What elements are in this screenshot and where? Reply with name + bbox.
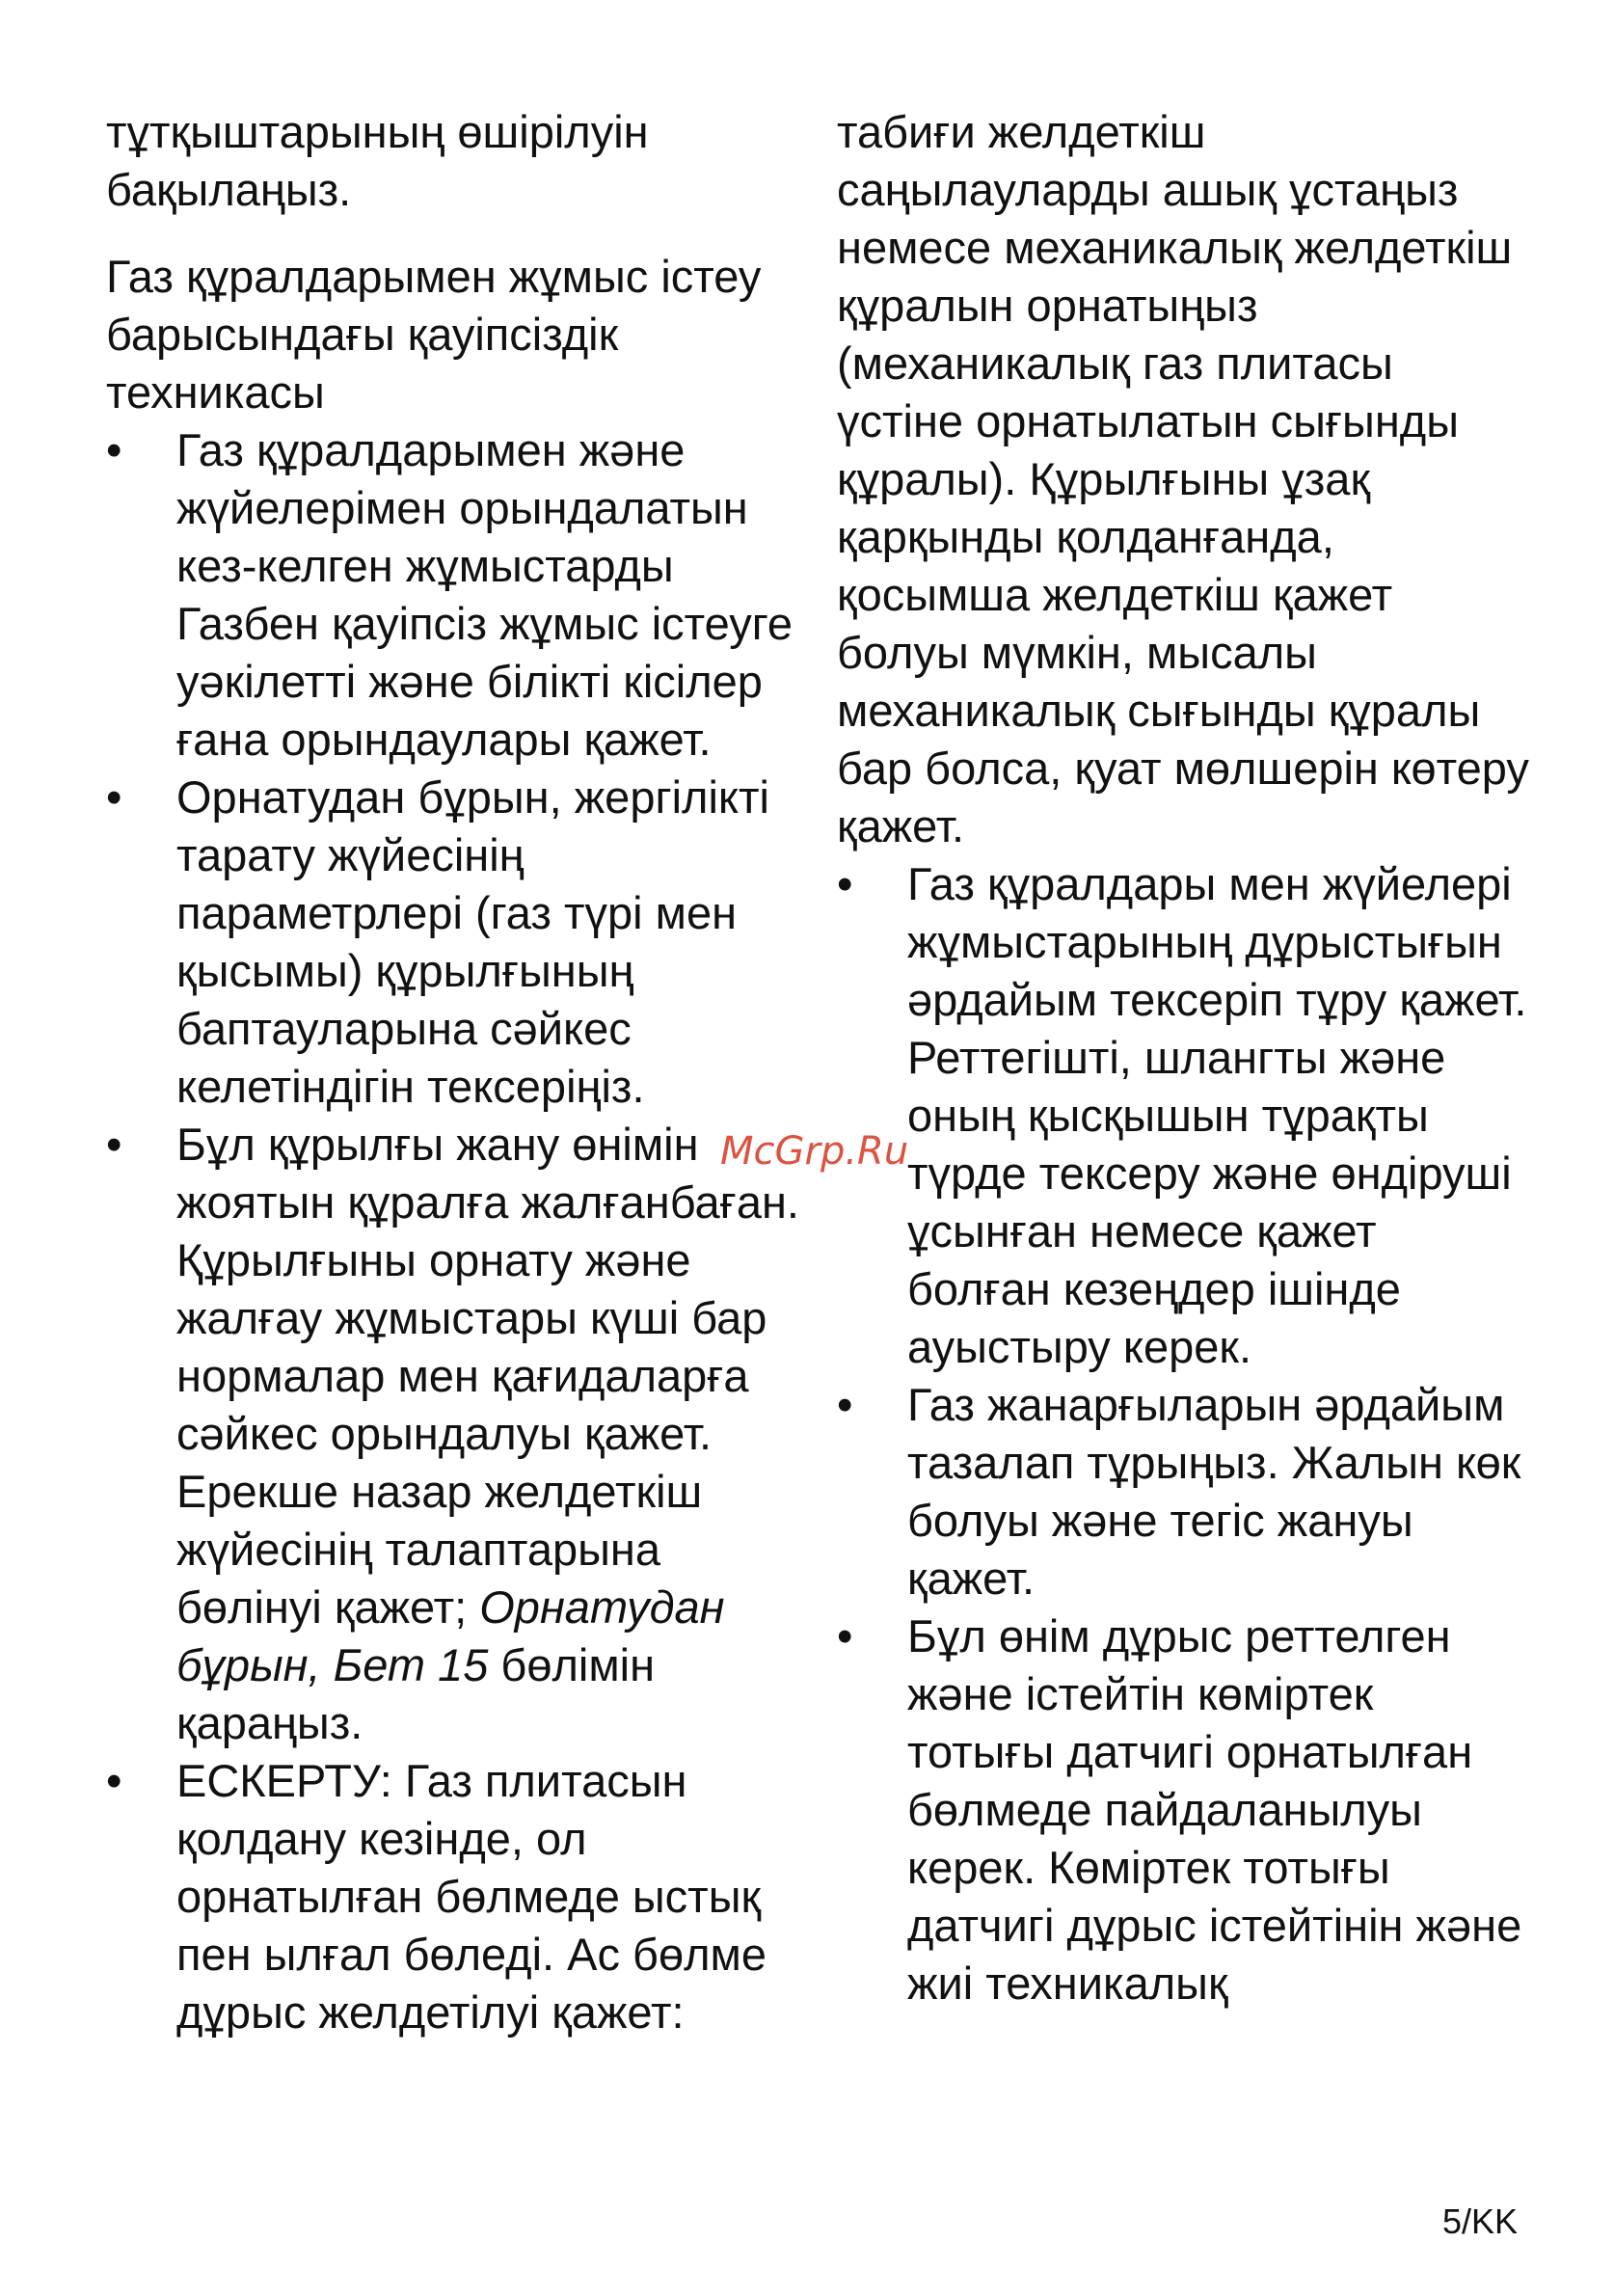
list-item: • ЕСКЕРТУ: Газ плитасын қолдану кезінде, ол орнатылған бөлмеде ыстық пен ылғал бөледі. Ас бөлме дұрыс желдетілуі қажет: [106,1752,810,2041]
list-item: • Газ құралдарымен және жүйелерімен орындалатын кез-келген жұмыстарды Газбен қауіпсіз жұмыс істеуге уәкілетті және білікті кісілер ғана орындаулары қажет. [106,421,810,769]
list-item: • Орнатудан бұрын, жергілікті тарату жүйесінің параметрлері (газ түрі мен қысымы) құрылғының баптауларына сәйкес келетіндігін тексеріңіз. [106,769,810,1116]
continued-text: табиғи желдеткіш саңылауларды ашық ұстаңыз немесе механикалық желдеткіш құралын орнатыңыз (механикалық газ плитасы үстіне орнатылатын сығынды құралы). Құрылғыны ұзақ қарқынды қолданғанда, қосымша желдеткіш қажет болуы мүмкін, мысалы механикалық сығынды құралы бар болса, қуат мөлшерін көтеру қажет. [837,106,1529,851]
left-column [106,103,810,2041]
list-item-tail: бөлімін қараңыз. [176,1639,656,1748]
bullet-list [837,855,1531,2012]
bullet-list [106,421,810,2041]
list-item: • Бұл өнім дұрыс реттелген және істейтін көміртек тотығы датчигі орнатылған бөлмеде пайдаланылуы керек. Көміртек тотығы датчигі дұрыс істейтінін және жиі техникалық [837,1607,1531,2012]
list-item: • Газ жанарғыларын әрдайым тазалап тұрыңыз. Жалын көк болуы және тегіс жануы қажет. [837,1376,1531,1607]
right-column [837,103,1531,2012]
continued-text: тұтқыштарының өшірілуін бақылаңыз. [106,106,649,215]
cross-reference: Орнатудан бұрын, Бет 15 [176,1581,725,1690]
list-item-text: Бұл құрылғы жану өнімін жоятын құралға жалғанбаған. Құрылғыны орнату және жалғау жұмыстары күші бар нормалар мен қағидаларға сәйкес орындалуы қажет. Ерекше назар желдеткіш жүйесінің талаптарына бөлінуі қажет; [176,1119,799,1633]
watermark: McGrp.Ru [720,1129,909,1174]
page-number: 5/KK [1442,2201,1519,2241]
list-item [106,1116,810,1752]
list-item: • Газ құралдары мен жүйелері жұмыстарының дұрыстығын әрдайым тексеріп тұру қажет. Реттегішті, шлангты және оның қысқышын тұрақты түрде тексеру және өндіруші ұсынған немесе қажет болған кезеңдер ішінде ауыстыру керек. [837,855,1531,1376]
section-heading: Газ құралдарымен жұмыс істеу барысындағы қауіпсіздік техникасы [106,251,762,418]
